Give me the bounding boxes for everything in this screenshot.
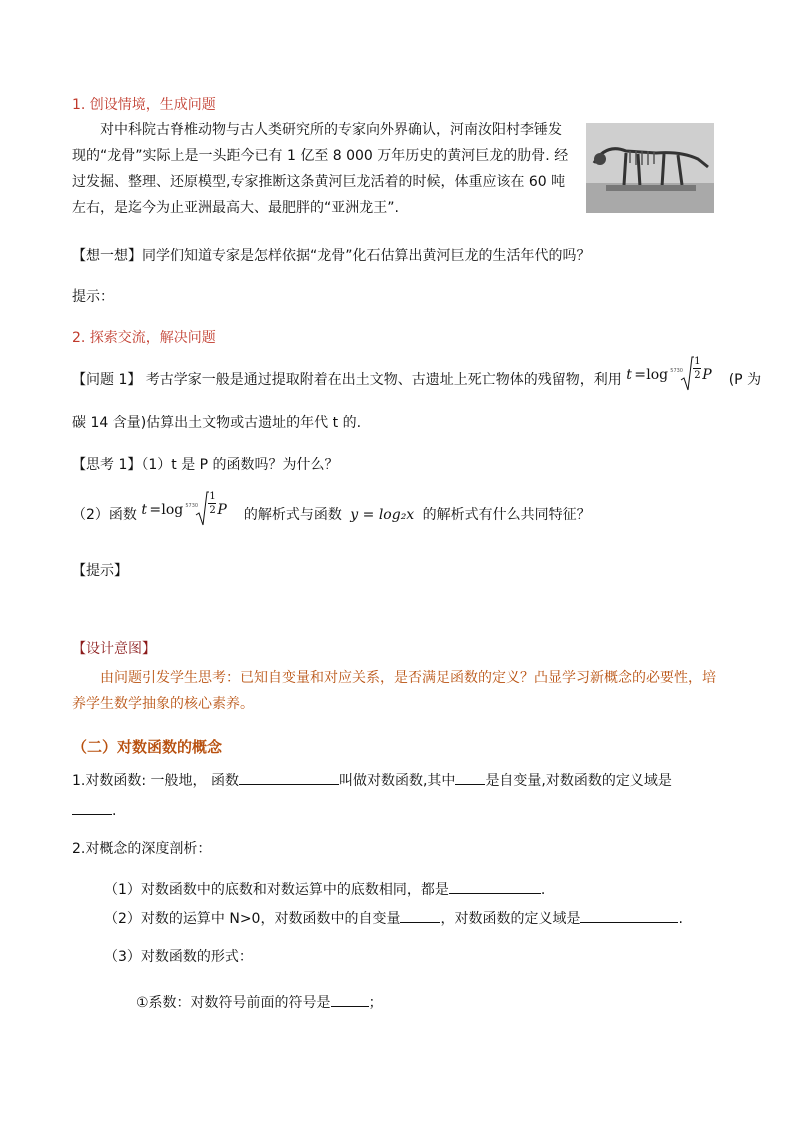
analysis-heading: 2.对概念的深度剖析： bbox=[72, 841, 212, 857]
hint-label-2: 【提示】 bbox=[72, 563, 128, 579]
dinosaur-skeleton-icon bbox=[586, 123, 714, 213]
definition-mid: 叫做对数函数,其中 bbox=[338, 773, 456, 789]
think1-q2-tail: 的解析式有什么共同特征？ bbox=[422, 507, 591, 523]
sub2-end: . bbox=[678, 911, 683, 927]
formula-frac-num-2: 1 bbox=[209, 491, 216, 502]
section3-heading: （二）对数函数的概念 bbox=[72, 738, 223, 756]
formula-log-2 bbox=[141, 491, 239, 527]
think1-q2-fn: y = log₂x bbox=[350, 507, 415, 523]
analysis-sub3: （3）对数函数的形式： bbox=[104, 949, 253, 965]
analysis-sub1 bbox=[104, 879, 545, 899]
sub3-item1-text: ①系数：对数符号前面的符号是 bbox=[136, 995, 331, 1011]
think1-question2 bbox=[72, 491, 591, 527]
think1-question1: 【思考 1】（1）t 是 P 的函数吗？为什么？ bbox=[72, 457, 339, 473]
definition-tail: 是自变量,对数函数的定义域是 bbox=[485, 773, 672, 789]
blank-base[interactable] bbox=[449, 879, 541, 894]
formula-frac-den: 2 bbox=[694, 370, 701, 381]
problem1-line2: 碳 14 含量)估算出土文物或古遗址的年代 t 的. bbox=[72, 415, 362, 431]
blank-domain[interactable] bbox=[72, 800, 112, 815]
formula-eq-2: = bbox=[149, 502, 162, 518]
formula-frac-den-2: 2 bbox=[209, 505, 216, 516]
section1-heading: 1. 创设情境，生成问题 bbox=[72, 97, 216, 113]
blank-function[interactable] bbox=[239, 770, 339, 785]
formula-P-2: P bbox=[217, 502, 227, 518]
design-heading: 【设计意图】 bbox=[72, 641, 156, 657]
radical-icon bbox=[195, 491, 209, 527]
formula-eq: = bbox=[634, 367, 646, 383]
sub1-end: . bbox=[540, 882, 546, 898]
frac-bar bbox=[693, 368, 701, 369]
problem1-lead: 【问题 1】 考古学家一般是通过提取附着在出土文物、古遗址上死亡物体的残留物，利用 bbox=[72, 372, 622, 388]
think1-q2-lead: （2）函数 bbox=[72, 507, 137, 523]
definition-line2 bbox=[72, 800, 116, 820]
design-text: 由问题引发学生思考：已知自变量和对应关系，是否满足函数的定义？凸显学习新概念的必要性，培养学生数学抽象的核心素养。 bbox=[72, 670, 716, 712]
formula-log bbox=[626, 356, 724, 392]
radical-icon bbox=[680, 356, 694, 392]
formula-base-sub-2: 5730 bbox=[185, 503, 199, 509]
analysis-sub2 bbox=[104, 908, 683, 928]
definition-end: . bbox=[112, 803, 117, 819]
definition-lead: 1.对数函数: 一般地， 函数 bbox=[72, 773, 239, 789]
problem1-tail: (P 为 bbox=[728, 372, 762, 388]
section1-paragraph: 对中科院古脊椎动物与古人类研究所的专家向外界确认，河南汝阳村李锤发现的“龙骨”实际上是一头距今已有 1 亿至 8 000 万年历史的黄河巨龙的肋骨. 经过发掘、整理、还原模型,专家推断这条黄河巨龙活着的时候，体重应该在 60 吨左右，是迄今为止亚洲最高大、最肥胖的“亚洲龙王”. bbox=[72, 122, 569, 216]
formula-frac-num: 1 bbox=[694, 356, 701, 367]
think1-q2-mid: 的解析式与函数 bbox=[243, 507, 342, 523]
section2-heading: 2. 探索交流，解决问题 bbox=[72, 330, 216, 346]
formula-t-2: t bbox=[141, 502, 148, 518]
formula-log-text-2: log bbox=[161, 502, 184, 518]
sub2-mid: ，对数函数的定义域是 bbox=[440, 911, 581, 927]
dinosaur-photo bbox=[586, 123, 714, 213]
blank-domain-2[interactable] bbox=[580, 908, 678, 923]
formula-P: P bbox=[702, 367, 712, 383]
blank-variable[interactable] bbox=[455, 770, 485, 785]
formula-base-sub: 5730 bbox=[670, 368, 683, 374]
sub2-text: （2）对数的运算中 N>0，对数函数中的自变量 bbox=[104, 911, 401, 927]
definition-line1 bbox=[72, 770, 672, 790]
blank-independent[interactable] bbox=[400, 908, 440, 923]
frac-bar-2 bbox=[208, 503, 216, 504]
formula-t: t bbox=[626, 367, 632, 383]
blank-coefficient[interactable] bbox=[331, 992, 369, 1007]
think-prompt: 【想一想】同学们知道专家是怎样依据“龙骨”化石估算出黄河巨龙的生活年代的吗？ bbox=[72, 248, 591, 264]
formula-log-text: log bbox=[646, 367, 669, 383]
problem1-line1 bbox=[72, 356, 762, 392]
sub1-text: （1）对数函数中的底数和对数运算中的底数相同，都是 bbox=[104, 882, 449, 898]
hint-label-1: 提示： bbox=[72, 289, 114, 305]
sub3-item1-end: ； bbox=[368, 995, 383, 1011]
analysis-sub3-item1 bbox=[136, 992, 383, 1012]
